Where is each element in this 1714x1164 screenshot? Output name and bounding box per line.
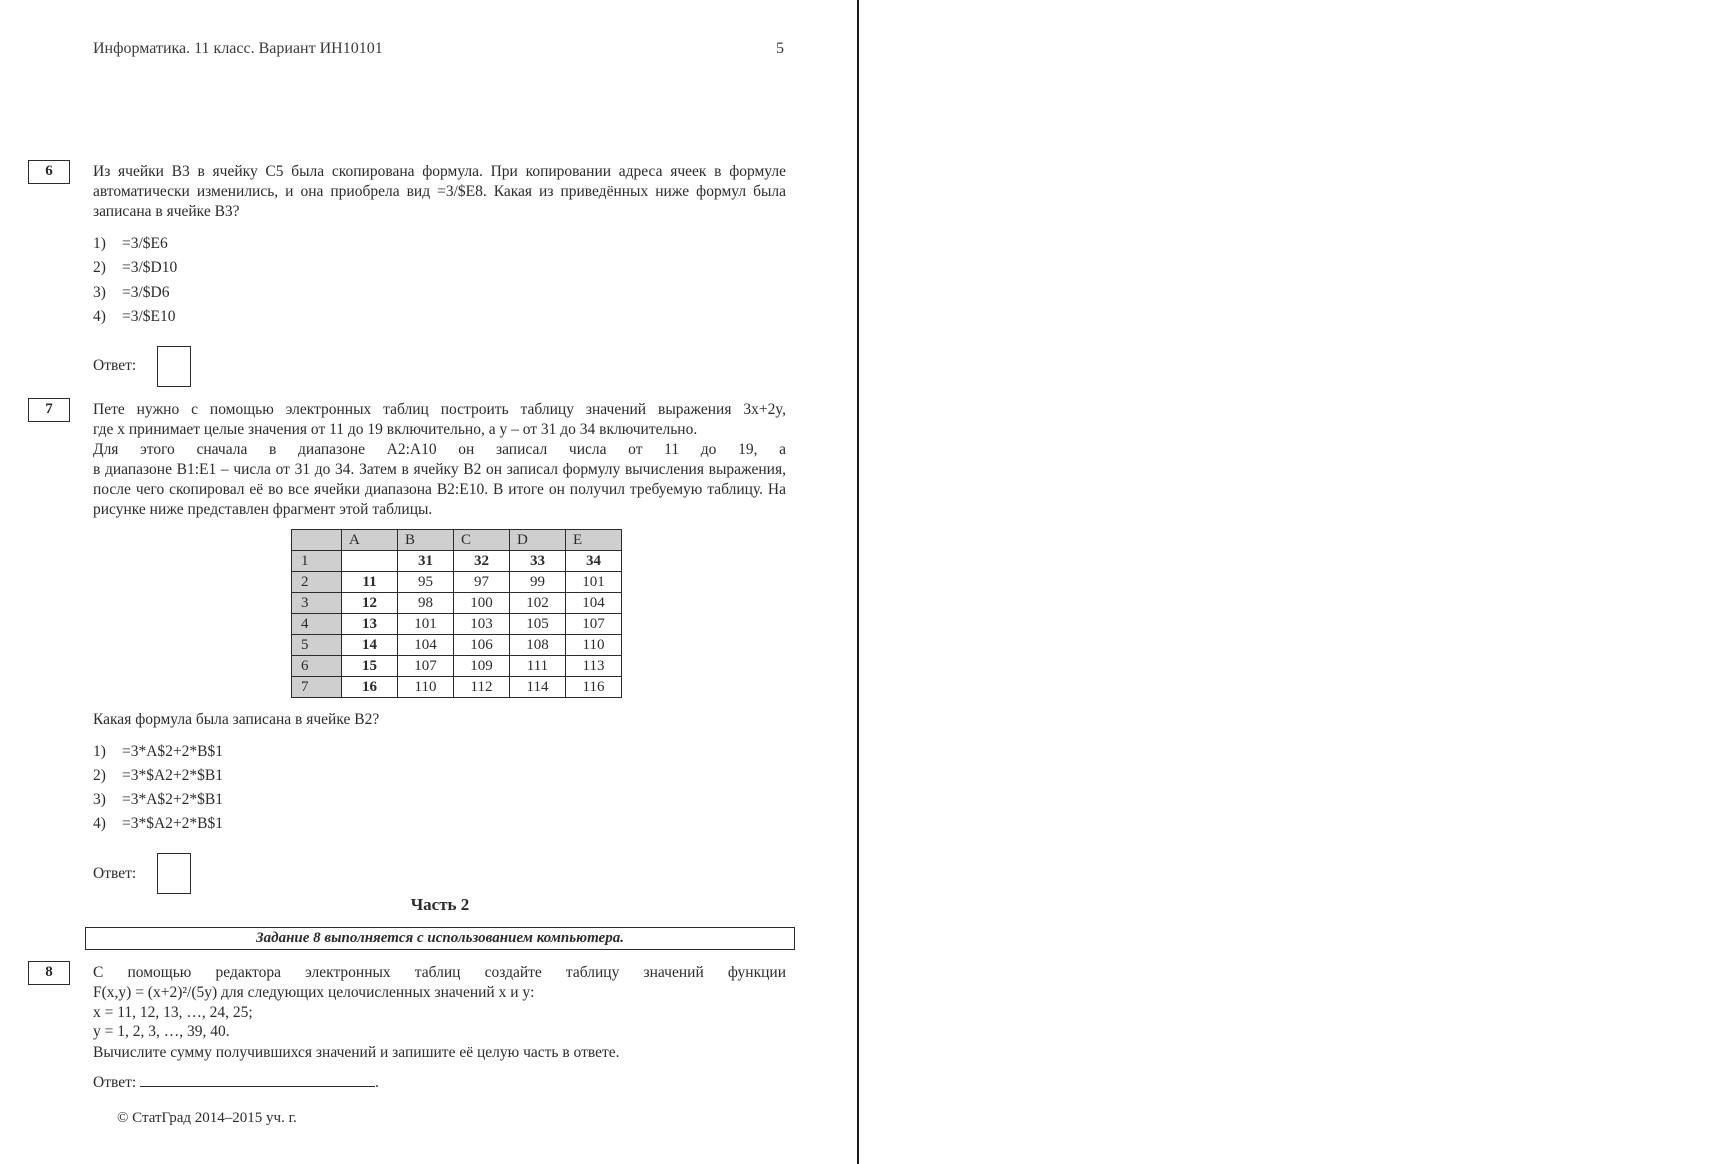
row-header: 2: [292, 572, 342, 593]
table-cell: 99: [510, 572, 566, 593]
table-cell: [342, 551, 398, 572]
table-cell: 12: [342, 593, 398, 614]
q7-option-1[interactable]: 1) =3*A$2+2*B$1: [93, 743, 224, 760]
table-cell: 97: [454, 572, 510, 593]
spreadsheet-fragment: [291, 529, 622, 698]
table-cell: 33: [510, 551, 566, 572]
table-cell: 110: [398, 677, 454, 698]
table-cell: 98: [398, 593, 454, 614]
table-cell: 34: [566, 551, 622, 572]
table-cell: 95: [398, 572, 454, 593]
table-cell: 109: [454, 656, 510, 677]
question-7-number: 7: [28, 398, 70, 422]
table-row: [292, 656, 622, 677]
table-cell: 15: [342, 656, 398, 677]
q8-answer-label: Ответ:: [93, 1074, 137, 1091]
table-cell: 113: [566, 656, 622, 677]
q6-option-2[interactable]: 2) =3/$D10: [93, 259, 178, 276]
question-6-text: Из ячейки B3 в ячейку C5 была скопирована формула. При копировании адреса ячеек в формуле автоматически изменились, и она приобрела вид =3/$E8. Какая из приведённых ниже формул была записана в ячейке B3?: [93, 163, 786, 220]
table-cell: 114: [510, 677, 566, 698]
table-cell: 13: [342, 614, 398, 635]
table-cell: 107: [398, 656, 454, 677]
task-8-note: Задание 8 выполняется с использованием компьютера.: [85, 927, 795, 950]
question-8-number: 8: [28, 961, 70, 985]
table-cell: 100: [454, 593, 510, 614]
q6-option-3[interactable]: 3) =3/$D6: [93, 284, 170, 301]
q7-option-2[interactable]: 2) =3*$A2+2*$B1: [93, 767, 224, 784]
row-header: 3: [292, 593, 342, 614]
table-row: [292, 614, 622, 635]
col-header-c: C: [454, 530, 510, 551]
table-cell: 103: [454, 614, 510, 635]
q7-option-4[interactable]: 4) =3*$A2+2*B$1: [93, 815, 224, 832]
q8-answer-field[interactable]: [140, 1071, 375, 1087]
q7-answer-box[interactable]: [157, 853, 191, 894]
q7-option-3[interactable]: 3) =3*A$2+2*$B1: [93, 791, 224, 808]
row-header: 7: [292, 677, 342, 698]
col-header-a: A: [342, 530, 398, 551]
table-cell: 16: [342, 677, 398, 698]
col-header-e: E: [566, 530, 622, 551]
q6-answer-label: Ответ:: [93, 357, 137, 374]
corner-cell: [292, 530, 342, 551]
question-6-number: 6: [28, 160, 70, 184]
page-divider: [857, 0, 859, 1164]
q6-option-4[interactable]: 4) =3/$E10: [93, 308, 176, 325]
table-cell: 102: [510, 593, 566, 614]
q7-text-line-2: где x принимает целые значения от 11 до 19 включительно, а y – от 31 до 34 включительно.: [93, 421, 698, 438]
row-header: 6: [292, 656, 342, 677]
header-title: Информатика. 11 класс. Вариант ИН10101: [93, 40, 383, 57]
part-2-title: Часть 2: [410, 895, 470, 914]
table-cell: 107: [566, 614, 622, 635]
q8-text-line-2: F(x,y) = (x+2)²/(5y) для следующих целочисленных значений x и y:: [93, 984, 535, 1001]
table-header-row: [292, 530, 622, 551]
q6-answer-box[interactable]: [157, 346, 191, 387]
table-cell: 11: [342, 572, 398, 593]
q8-answer-end: .: [375, 1074, 379, 1091]
col-header-b: B: [398, 530, 454, 551]
table-row: [292, 551, 622, 572]
q7-text-rest: в диапазоне B1:E1 – числа от 31 до 34. Затем в ячейку B2 он записал формулу вычисления выражения, после чего скопировал её во все ячейки диапазона B2:E10. В итоге он получил требуемую таблицу. На рисунке ниже представлен фрагмент этой таблицы.: [93, 461, 786, 518]
table-cell: 101: [398, 614, 454, 635]
table-cell: 105: [510, 614, 566, 635]
table-cell: 108: [510, 635, 566, 656]
q7-text-line-1: Пете нужно с помощью электронных таблиц построить таблицу значений выражения 3x+2y,: [93, 401, 786, 418]
q7-answer-label: Ответ:: [93, 865, 137, 882]
table-row: [292, 572, 622, 593]
page-number: 5: [776, 40, 784, 57]
q8-answer-line: [93, 1071, 379, 1093]
table-cell: 106: [454, 635, 510, 656]
table-cell: 31: [398, 551, 454, 572]
table-row: [292, 593, 622, 614]
q7-text-line-3: Для этого сначала в диапазоне A2:A10 он записал числа от 11 до 19, а: [93, 441, 786, 458]
col-header-d: D: [510, 530, 566, 551]
q6-option-1[interactable]: 1) =3/$E6: [93, 235, 168, 252]
q8-text-line-3: x = 11, 12, 13, …, 24, 25;: [93, 1004, 253, 1021]
q8-text-line-4: y = 1, 2, 3, …, 39, 40.: [93, 1023, 230, 1040]
copyright-footer: © СтатГрад 2014–2015 уч. г.: [117, 1110, 297, 1126]
q8-text-line-5: Вычислите сумму получившихся значений и запишите её целую часть в ответе.: [93, 1044, 620, 1061]
q7-question: Какая формула была записана в ячейке B2?: [93, 711, 380, 728]
row-header: 5: [292, 635, 342, 656]
table-cell: 111: [510, 656, 566, 677]
row-header: 4: [292, 614, 342, 635]
table-cell: 32: [454, 551, 510, 572]
table-cell: 110: [566, 635, 622, 656]
table-row: [292, 677, 622, 698]
table-row: [292, 635, 622, 656]
table-cell: 14: [342, 635, 398, 656]
table-cell: 116: [566, 677, 622, 698]
table-cell: 101: [566, 572, 622, 593]
table-cell: 104: [398, 635, 454, 656]
row-header: 1: [292, 551, 342, 572]
table-cell: 104: [566, 593, 622, 614]
q8-text-line-1: С помощью редактора электронных таблиц создайте таблицу значений функции: [93, 964, 786, 981]
table-cell: 112: [454, 677, 510, 698]
